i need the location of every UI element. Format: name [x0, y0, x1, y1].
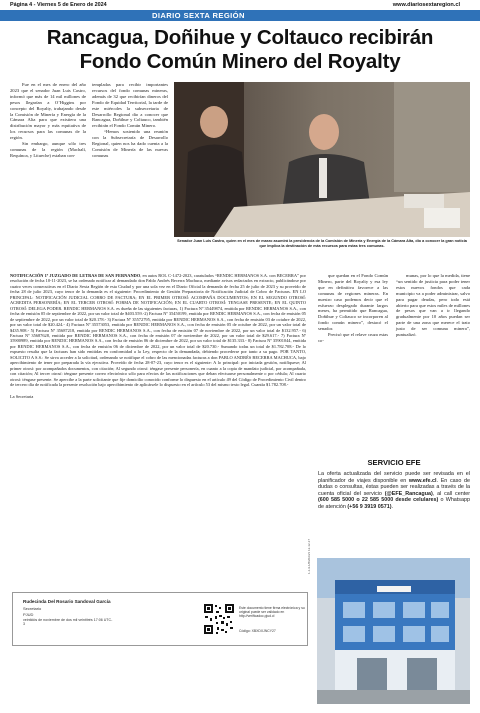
efe-body: La oferta actualizada del servicio puede ser revisada en el planificador de viajes disponible en www.efe.cl. En caso de dudas o consultas, éstas pueden ser realizadas a través de la cuenta oficial del servicio (@EFE_Rancagua), al call center (600 585 5000 o 22 585 5000 desde celulares) o Whatsapp de atención (+56 9 3919 0571). — [318, 471, 470, 510]
efe-whatsapp: (+56 9 3919 0571) — [347, 503, 392, 510]
article-paragraph: Precisó que el relave cruza estas co- — [318, 332, 388, 343]
signature-date: veintidós de noviembre de dos mil veintitrés 17:06 UTC-3 — [23, 618, 113, 627]
article-paragraph: “Hemos sostenido una reunión con la Subsecretaría de Desarrollo Regional, quien nos ha dado cuenta a la Comisión de Minería de las nuevas comunas — [92, 129, 168, 158]
article-paragraph: templadas para recibir importantes recursos del fondo comunas mineras, además de 32 que recibirían dineros del Fondo de Equidad Territorial, la tarde de este miércoles la subsecretaria de Desarrollo Regional dio a conocer que Rancagua, Doñihue y Coltauco, también recibirán el Fondo Común Minero. — [92, 82, 168, 129]
verify-code: Código: XBXDXJNCY27 — [239, 629, 276, 633]
notice-body: , en autos ROL C-1472-2023, caratulados “RENDIC HERMANOS S.A. con BECERRA” por resolución de fecha 10-11-2023, se ha ordenado notificar al demandado don Pablo Andrés Becerra Machuca, mediante avisos redactados en extracto, publicándose por cuatro veces consecutivas en el Diario Sexta Región de esta Ciudad y por una sola vez en el Diario Oficial la demanda de fecha 25 de julio de 2023 y su proveído de fecha 28 de julio 2023, cuyo tenor de la demanda es el siguiente: Procedimiento de Gestión Preparatoria de Notificación Judicial de Cobro de Facturas. EN LO PRINCIPAL: NOTIFICACIÓN JUDICIAL COBRO DE FACTURA; EN EL PRIMER OTROSÍ: ACOMPAÑA DOCUMENTOS; EN EL SEGUNDO OTROSÍ: ACREDITA PERSONERÍA; EN EL TERCER OTROSÍ: FORMA DE NOTIFICACIÓN; EN EL CUARTO OTROSÍ: TENGASE PRESENTE; EN EL QUINTO OTROSÍ: DELEGA PODER. RENDIC HERMANOS S.A. es dueña de las siguientes facturas, 1) Factura Nº 35449874, emitida por RENDIC HERMANOS S.A., con fecha de emisión 05 de septiembre de 2022, por un valor total de $403.559.-2) Factura Nº 35450199, emitida por RENDIC HERMANOS S.A., con fecha de emisión 05 de septiembre de 2022, por un valor total de $20.178.- 3) Factura Nº 35572795, emitida por RENDIC HERMANOS S.A., con fecha de emisión 03 de octubre de 2022, por un valor total de $20.424.- 4) Factura Nº 35573053, emitida por RENDIC HERMANOS S.A., con fecha de emisión 05 de octubre de 2022, por un valor total de $435.908.- 5) Factura Nº 35687218, emitida por RENDIC HERMANOS S.A., con fecha de emisión 07 de noviembre de 2022, por un valor total de $132.957.- 6) Factura Nº 35687628, emitida por RENDIC HERMANOS S.A., con fecha de emisión 07 de noviembre de 2022, por un valor total de $29.617.- 7) Factura Nº 35900989, emitida por RENDIC HERMANOS S.A., con fecha de emisión 06 de diciembre de 2022, por un valor total de $135.333.- 8) Factura Nº 35901044, emitida por RENDIC HERMANOS S.A., con fecha de emisión 06 de diciembre de 2022, por un valor total de $20.730.- Sumando todas un total de $1.782.708.- De lo expuesto resulta que la facturas han sido emitidas en conformidad a la Ley, respecto de la demandada, debiendo procederse por tanto a su pago. POR TANTO, SOLICITO A S.S.: Se sirva acceder a la solicitud, ordenando se notifique el cobro de las mencionadas facturas a don PABLO ANDRÉS BECERRA MACHUCA, bajo apercibimiento de tener por preparada la vía ejecutiva. Proveído de fecha 28-07-23, cuyo tenor es el siguiente: A lo principal: por iniciada gestión, notifíquese; Al primer otrosí: por acompañados documentos, con citación; Al segundo otrosí: téngase presente personería, en cuanto a la copia de mandato judicial, por acompañada, con citación; Al tercer otrosí: téngase presente correo electrónico sólo para efectos de las notificaciones que deban efectuarse personalmente o por cédula; Al cuarto otrosí: téngase presente. Se apercibe a la parte solicitante que fije domicilio conocido conforme lo dispuesto en el artículo 49 del Código de Procedimiento Civil dentro de tercero día de notificada la presente resolución bajo apercibimiento de aplicársele lo dispuesto en el artículo 53 del mismo texto legal. Cuantía $1.782.708.- — [10, 273, 306, 388]
efe-station-photo — [317, 558, 470, 704]
verify-text: Este documento tiene firma electrónica y su original puede ser validado en http://verificadoc.pjud.cl — [239, 606, 305, 619]
signer-court: PJUD — [23, 612, 34, 617]
electronic-signature-box — [12, 592, 308, 646]
efe-service-box — [318, 457, 470, 553]
article-photo — [174, 82, 470, 237]
paper-name: DIARIO SEXTA REGIÓN — [152, 11, 245, 20]
station-building-illustration — [317, 558, 470, 704]
efe-title: SERVICIO EFE — [367, 458, 421, 467]
article-paragraph: Fue en el mes de enero del año 2023 que el senador Juan Luis Castro, informó que más de 14 mil millones de pesos llegarían a O’Higgins por concepto del Royalty, trabajando desde la Comisión de Minería y Energía de la Cámara Alta para que existiera una distribución mayor y más equitativa de los recursos para las comunas de la región. — [10, 82, 86, 141]
headline-line-2: Fondo Común Minero del Royalty — [79, 49, 401, 73]
photo-caption: Senador Juan Luis Castro, quien en el mes de marzo asumirá la presidencia de la Comisión de Minería y Energía de la Cámara Alta, dio a conocer la gran noticia que implica la destinación de más recursos para estas tres comunas. — [177, 239, 467, 248]
article-paragraph: que quedan en el Fondo Común Minero, parte del Royalty y esa ley que en definitiva favorece a las comunas de regiones mineras. En nuestro caso podemos decir que el esfuerzo desplegado durante largos meses, ha permitido que Rancagua, Doñihue y Coltauco se incorporen al fondo común minero”, destacó el senador. — [318, 273, 388, 332]
article-paragraph: munas, por lo que la medida, tiene “un sentido de justicia para poder tener estos nuevos fondos que cada municipio va a poder administrar, salvo para pagar deudas, pero todo está abierto para que estos miles de millones de pesos que van a ir llegando gradualmente por 10 años puedan ser parte de una zona que merece el trato justo de ser comuna minera”, puntualizó. — [396, 273, 470, 338]
signer-name: Rudecinda Del Rosario Sandoval García — [23, 599, 111, 604]
efe-link[interactable]: www.efe.cl — [408, 477, 437, 484]
article-column-4 — [396, 273, 470, 338]
website: www.diariosextaregion.cl — [392, 2, 460, 8]
notice-signer-title: La Secretaria — [10, 393, 34, 399]
legal-notice — [10, 273, 306, 399]
qr-code-icon — [203, 603, 235, 635]
article-column-1 — [10, 82, 86, 159]
article-paragraph: Sin embargo, aunque sólo tres comunas de la región (Machalí, Requínoa, y Litueche) estaban con- — [10, 141, 86, 158]
top-bar — [0, 0, 480, 10]
page-info: Página 4 - Viernes 5 de Enero de 2024 — [10, 2, 107, 8]
signer-role: Secretario — [23, 606, 42, 611]
headline-line-1: Rancagua, Doñihue y Coltauco recibirán — [46, 26, 434, 49]
efe-handle: (@EFE_Rancagua) — [384, 490, 433, 497]
article-headline — [10, 26, 470, 73]
article-column-2 — [92, 82, 168, 159]
header-band — [0, 10, 480, 21]
seal-code: 1-1-9-1/8/2023/1 12-12-17 — [307, 538, 311, 574]
meeting-photo-illustration — [174, 82, 470, 237]
efe-phones: (600 585 5000 o 22 585 5000 desde celulares) — [318, 497, 439, 504]
notice-lead: NOTIFICACIÓN 1º JUZGADO DE LETRAS DE SAN FERNANDO — [10, 273, 141, 278]
article-column-3 — [318, 273, 388, 344]
